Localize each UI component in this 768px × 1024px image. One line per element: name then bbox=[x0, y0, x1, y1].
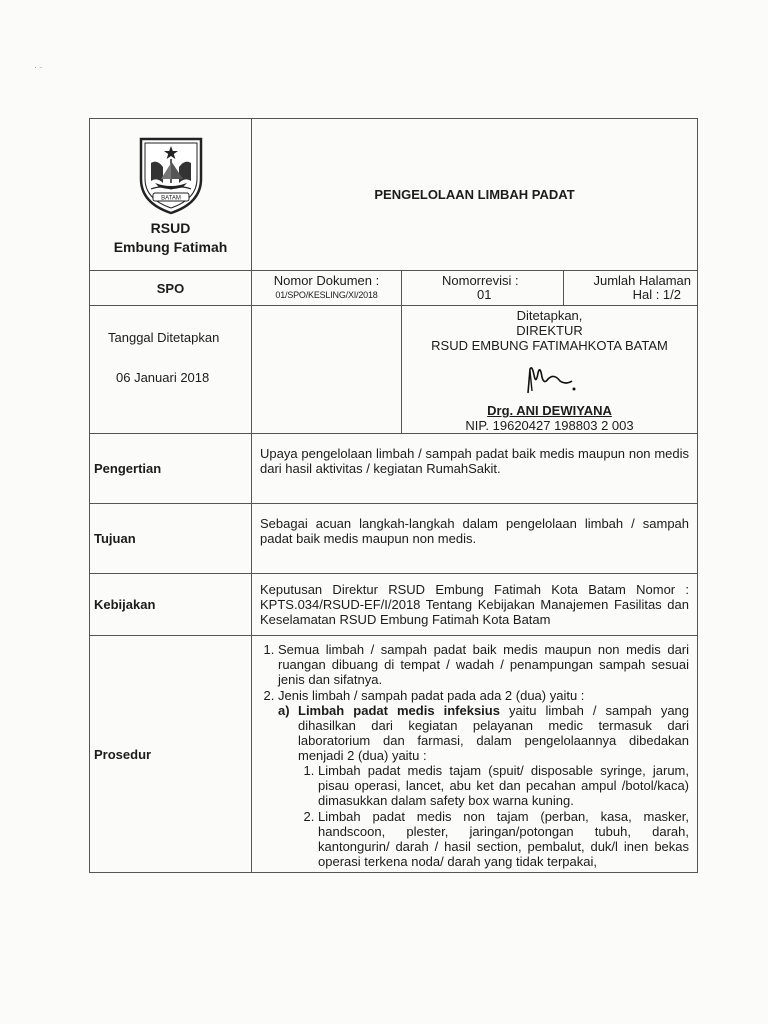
approval-row bbox=[90, 306, 698, 434]
prosedur-step-2-text: Jenis limbah / sampah padat pada ada 2 (dua) yaitu : bbox=[278, 688, 585, 703]
date-cell bbox=[90, 306, 252, 434]
section-pengertian bbox=[90, 434, 698, 504]
institution-label: RSUD EMBUNG FATIMAHKOTA BATAM bbox=[431, 338, 668, 353]
svg-text:BATAM: BATAM bbox=[160, 195, 181, 202]
doc-number-label: Nomor Dokumen : bbox=[273, 273, 380, 288]
revision-cell bbox=[402, 271, 564, 306]
signature-icon bbox=[510, 363, 590, 397]
sub-a-item-1: 1. Limbah padat medis tajam (spuit/ disposable syringe, jarum, pisau operasi, lancet, abu ket dan pecahan ampul /botol/kaca) dimasukkan dalam safety box warna kuning. bbox=[318, 763, 689, 808]
spo-document-table bbox=[89, 118, 698, 873]
section-tujuan bbox=[90, 504, 698, 574]
batam-city-emblem-icon bbox=[137, 133, 205, 215]
prosedur-sub-a bbox=[278, 703, 689, 869]
revision-value: 01 bbox=[477, 287, 492, 302]
document-title: PENGELOLAAN LIMBAH PADAT bbox=[252, 119, 698, 271]
prosedur-step-1: 1. Semua limbah / sampah padat baik medis maupun non medis dari ruangan dibuang di tempat / wadah / penampungan sampah sesuai jenis dan sifatnya. bbox=[278, 642, 689, 687]
spo-label: SPO bbox=[90, 271, 252, 306]
set-label: Ditetapkan, bbox=[516, 308, 583, 323]
pages-value: Hal : 1/2 bbox=[632, 287, 682, 302]
signature-cell bbox=[402, 306, 698, 434]
pengertian-label: Pengertian bbox=[90, 434, 252, 504]
kebijakan-text: Keputusan Direktur RSUD Embung Fatimah Kota Batam Nomor : KPTS.034/RSUD-EF/I/2018 Tentang Kebijakan Manajemen Fasilitas dan Keselamatan RSUD Embung Fatimah Kota Batam bbox=[252, 574, 698, 636]
revision-label: Nomorrevisi : bbox=[442, 273, 519, 288]
prosedur-label: Prosedur bbox=[90, 636, 252, 873]
org-name-line2: Embung Fatimah bbox=[113, 239, 228, 255]
date-label: Tanggal Ditetapkan bbox=[108, 330, 220, 345]
scan-speck: · · bbox=[34, 62, 43, 72]
sub-a-text: yaitu limbah / sampah yang dihasilkan dari kegiatan pelayanan medic termasuk dari laboratorium dan farmasi, dalam pengelolaannya dibedakan menjadi 2 (dua) yaitu : bbox=[298, 703, 690, 763]
org-name-line1: RSUD bbox=[150, 220, 191, 236]
sub-a-marker: a) bbox=[278, 703, 290, 718]
prosedur-content bbox=[252, 636, 698, 873]
logo-cell bbox=[90, 119, 252, 271]
pengertian-text: Upaya pengelolaan limbah / sampah padat baik medis maupun non medis dari hasil aktivitas / kegiatan RumahSakit. bbox=[252, 434, 698, 504]
position-label: DIREKTUR bbox=[516, 323, 583, 338]
tujuan-text: Sebagai acuan langkah-langkah dalam pengelolaan limbah / sampah padat baik medis maupun non medis. bbox=[252, 504, 698, 574]
tujuan-label: Tujuan bbox=[90, 504, 252, 574]
doc-number-value: 01/SPO/KESLING/XI/2018 bbox=[275, 290, 378, 300]
kebijakan-label: Kebijakan bbox=[90, 574, 252, 636]
header-row bbox=[90, 119, 698, 271]
sub-a-items bbox=[298, 763, 689, 869]
doc-number-cell bbox=[252, 271, 402, 306]
blank-cell bbox=[252, 306, 402, 434]
signer-name: Drg. ANI DEWIYANA bbox=[487, 403, 612, 418]
prosedur-steps bbox=[256, 642, 689, 869]
sub-a-title: Limbah padat medis infeksius bbox=[298, 703, 500, 718]
pages-cell bbox=[564, 271, 698, 306]
date-value: 06 Januari 2018 bbox=[116, 370, 210, 385]
prosedur-sub-list bbox=[278, 703, 689, 869]
pages-label: Jumlah Halaman bbox=[593, 273, 692, 288]
section-kebijakan bbox=[90, 574, 698, 636]
section-prosedur bbox=[90, 636, 698, 873]
signer-nip: NIP. 19620427 198803 2 003 bbox=[465, 418, 634, 433]
sub-a-item-2: 2. Limbah padat medis non tajam (perban, kasa, masker, handscoon, plester, jaringan/potongan tubuh, darah, kantongurin/ darah / hasil section, pembalut, duk/l inen bekas operasi terkena noda/ darah yang tidak terpakai, bbox=[318, 809, 689, 869]
prosedur-step-2 bbox=[278, 688, 689, 869]
meta-row bbox=[90, 271, 698, 306]
